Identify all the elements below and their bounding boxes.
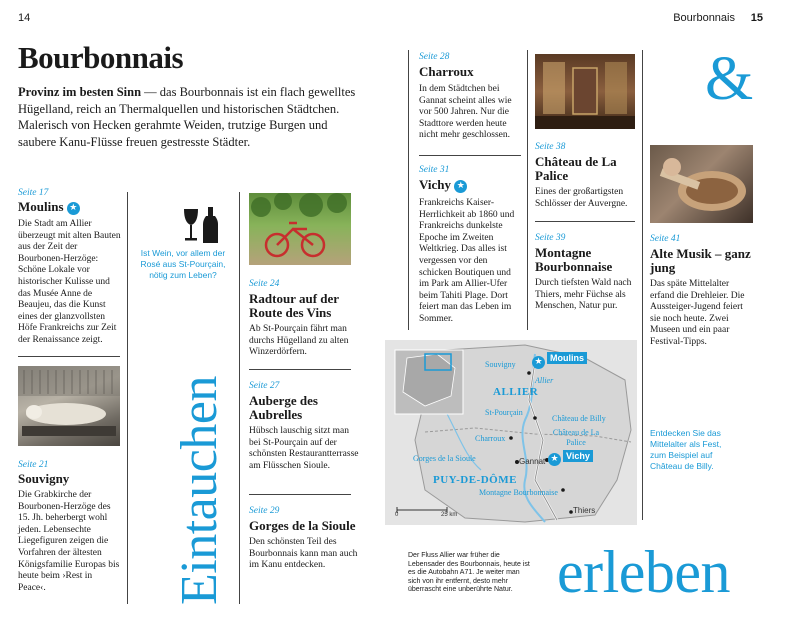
divider [249, 494, 351, 495]
entry-text: Den schönsten Teil des Bourbonnais kann man auch im Kanu entdecken. [249, 537, 358, 571]
entry-souvigny [18, 460, 122, 594]
entry-text: Die Stadt am Allier überzeugt mit alten Bauten aus der Zeit der Bourbonen-Herzöge: Schöne Lokale vor historischer Kulisse und das Musée Anne de Beaujeu, das die Kunst eines der glanzvollsten Höfe Frankreichs zur Zeit der Renaissance zeigt. [18, 219, 121, 345]
divider [419, 155, 521, 156]
page-ref: Seite 24 [249, 279, 280, 289]
entry-title: Vichy [419, 177, 452, 192]
column-rule [642, 50, 643, 520]
map-label-billy: Château de Billy [552, 414, 606, 423]
entry-radtour [249, 279, 359, 359]
divider [249, 369, 351, 370]
page-ref: Seite 21 [18, 460, 49, 470]
divider [18, 356, 120, 357]
entry-palice [535, 142, 639, 210]
page-ref: Seite 28 [419, 52, 450, 62]
column-rule [239, 192, 240, 604]
entry-text: In dem Städtchen bei Gannat scheint alles wie vor 500 Jahren. Nur die Stadttore werden heute nicht mehr geschlossen. [419, 84, 512, 141]
entry-title: Montagne Bourbonnaise [535, 245, 613, 274]
map-label-charroux: Charroux [475, 434, 506, 443]
column-rule [408, 50, 409, 330]
entry-text: Frankreichs Kaiser-Herrlichkeit ab 1860 und Frankreichs dunkelste Epoche im Zweiten Weltkrieg. Das alles ist vergessen vor den schicken Boutiquen und im Park am Allier-Ufer beim Tahiti Plage. Dort feiert man das Leben im Sommer. [419, 198, 515, 324]
map-label-gorges: Gorges de la Sioule [413, 454, 476, 463]
entry-musik [650, 234, 754, 349]
page-ref: Seite 38 [535, 142, 566, 152]
map-scale-0: 0 [395, 512, 399, 518]
musik-tip: Entdecken Sie das Mittelalter als Fest, zum Beispiel auf Château de Billy. [650, 428, 722, 471]
map-label-thiers: Thiers [573, 506, 596, 515]
entry-text: Die Grabkirche der Bourbonen-Herzöge des 15. Jh. beherbergt wohl jeden. Lebensechte Liegefiguren zeigen die Vorfahren der ältesten Königsfamilie Europas bis heute beim ›Rest in Peace‹. [18, 490, 120, 593]
entry-text: Ab St-Pourçain fährt man durchs Hügelland zu alten Winzerdörfern. [249, 324, 349, 358]
page-ref: Seite 27 [249, 381, 280, 391]
map-badge-vichy: Vichy [563, 450, 593, 462]
star-icon: ★ [454, 180, 467, 193]
entry-title: Charroux [419, 64, 474, 79]
page-number-right: 15 [750, 12, 763, 24]
map-label-lapalice: Château de La Palice [552, 428, 600, 447]
page-ref: Seite 31 [419, 165, 450, 175]
star-icon: ★ [548, 453, 561, 466]
wine-caption: Ist Wein, vor allem der Rosé aus St-Pourçain, nötig zum Leben? [140, 248, 226, 280]
hurdy-gurdy-photo [650, 145, 753, 223]
page-ref: Seite 39 [535, 233, 566, 243]
page-ref: Seite 17 [18, 188, 49, 198]
map-label-allier-river: Allier [535, 376, 554, 385]
entry-montagne [535, 233, 639, 313]
entry-text: Hübsch lauschig sitzt man bei St-Pourçain auf der schönsten Restaurantterrasse am Flüsschen Sioule. [249, 426, 359, 471]
vertical-word-wrap [170, 325, 230, 605]
running-head: Bourbonnais [673, 12, 735, 24]
map-badge-moulins: Moulins [547, 352, 587, 364]
entry-title: Souvigny [18, 471, 70, 486]
entry-vichy [419, 165, 523, 326]
entry-gorges [249, 506, 359, 572]
divider [535, 221, 635, 222]
entry-charroux [419, 52, 523, 142]
star-icon: ★ [67, 202, 80, 215]
map-label-puy-de-dome: PUY-DE-DÔME [433, 474, 517, 486]
tomb-photo [18, 366, 120, 446]
entry-moulins [18, 188, 122, 347]
ampersand: & [705, 45, 754, 113]
region-map[interactable] [385, 340, 637, 525]
entry-text: Durch tiefsten Wald nach Thiers, mehr Füchse als Menschen, Natur pur. [535, 278, 632, 312]
entry-title: Auberge des Aubrelles [249, 393, 318, 422]
map-caption: Der Fluss Allier war früher die Lebensader des Bourbonnais, heute ist es die Autobahn A71. Je weiter man sich von ihr entfernt, desto mehr überrascht eine unberührte Natur. [408, 552, 530, 594]
map-label-st-pourcain: St-Pourçain [485, 408, 523, 417]
entry-title: Radtour auf der Route des Vins [249, 291, 339, 320]
entry-title: Moulins [18, 199, 64, 214]
map-label-souvigny: Souvigny [485, 360, 516, 369]
star-icon: ★ [532, 356, 545, 369]
map-label-gannat: Gannat [519, 457, 546, 466]
column-rule [527, 50, 528, 330]
entry-text: Das späte Mittelalter erfand die Drehleier. Die Aussteiger-Jugend feiert sie noch heute. Zwei Museen und ein paar Festival-Tipps. [650, 279, 745, 347]
page-ref: Seite 41 [650, 234, 681, 244]
entry-auberge [249, 381, 359, 472]
page-title: Bourbonnais [18, 40, 184, 75]
entry-text: Eines der großartigsten Schlösser der Auvergne. [535, 187, 628, 209]
entry-title: Alte Musik – ganz jung [650, 246, 751, 275]
bicycle-photo [249, 193, 351, 265]
map-label-allier: ALLIER [493, 386, 539, 398]
column-rule [127, 192, 128, 604]
intro-bold: Provinz im besten Sinn [18, 85, 142, 99]
intro-text [18, 84, 356, 150]
page-number-left: 14 [18, 12, 31, 24]
page-ref: Seite 29 [249, 506, 280, 516]
intro-rest: — das Bourbonnais ist ein flach gewelltes Hügelland, reich an Thermalquellen und historischen Städtchen. Malerisch von Hecken gerahmte Weiden, trutzige Burgen und saubere Kanu-Flüsse freuen gestresste Städter. [18, 85, 356, 149]
map-scale-25: 25 km [441, 512, 458, 518]
vertical-word: Eintauchen [171, 376, 228, 605]
chateau-interior-photo [535, 54, 635, 129]
entry-title: Gorges de la Sioule [249, 518, 356, 533]
entry-title: Château de La Palice [535, 154, 617, 183]
big-word: erleben [557, 539, 731, 605]
map-label-montagne: Montagne Bourbonnaise [479, 488, 558, 497]
wine-icon [180, 205, 222, 250]
